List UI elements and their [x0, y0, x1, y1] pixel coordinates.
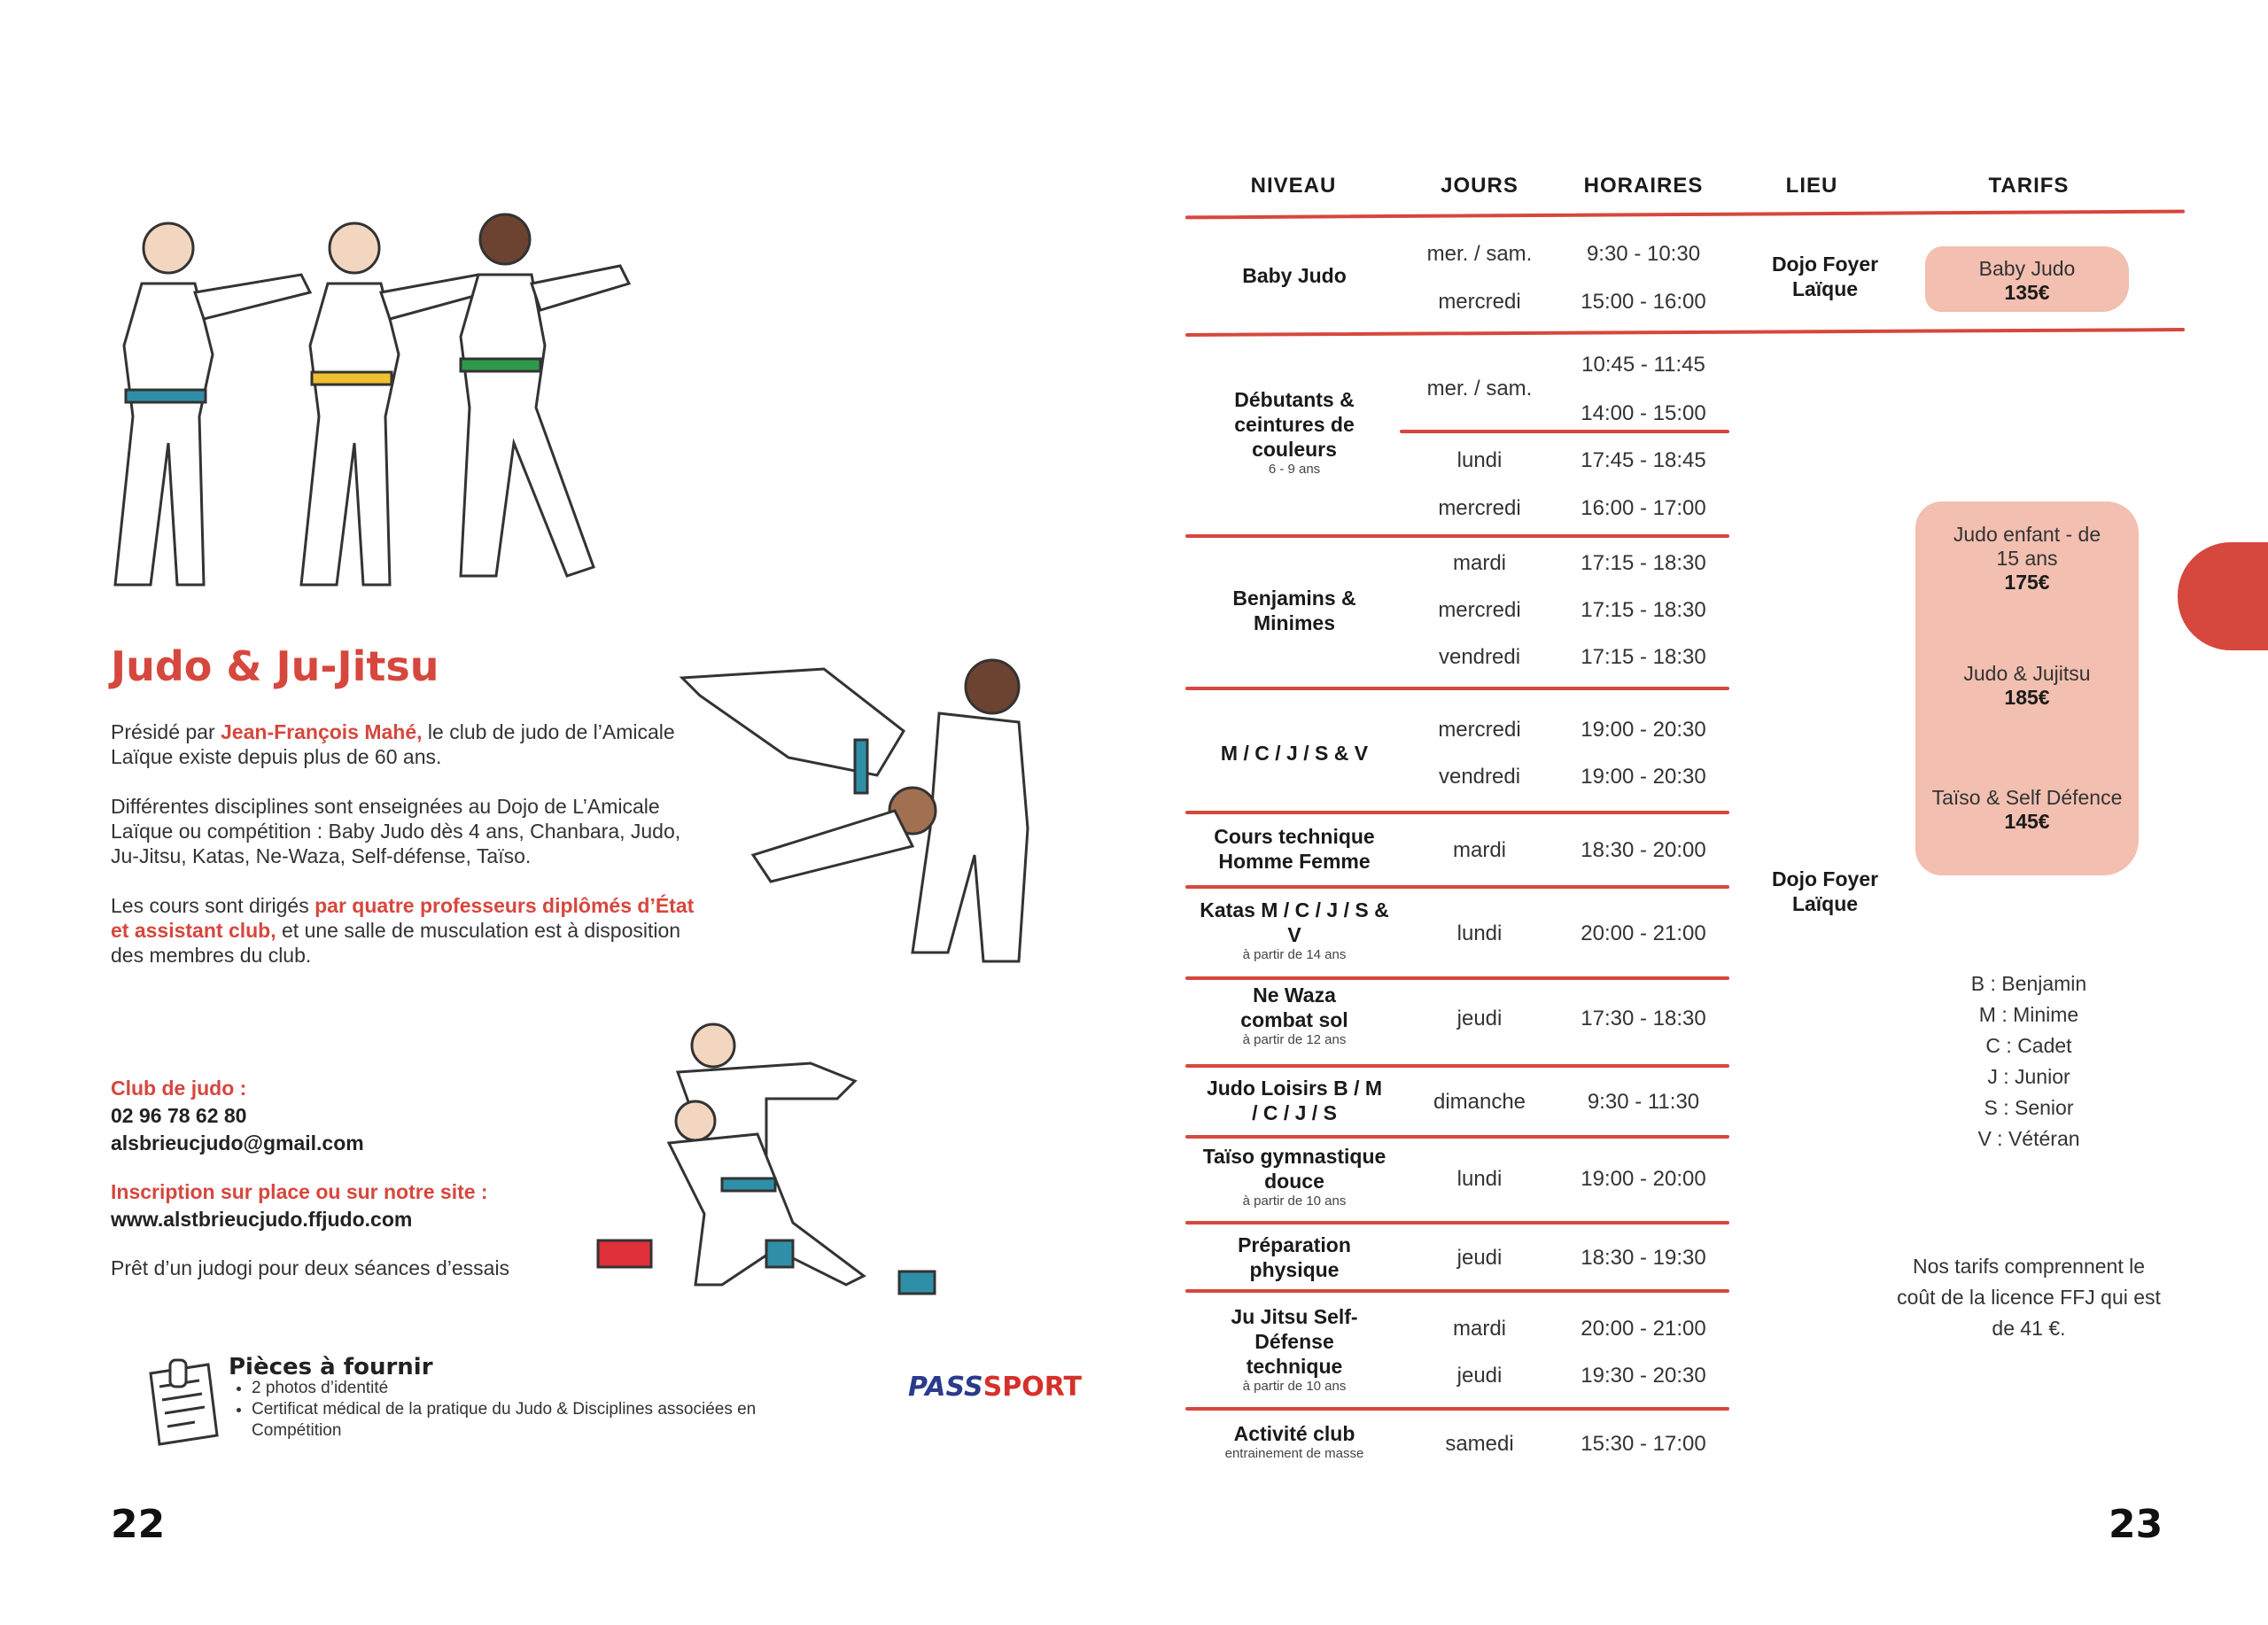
day-cell: mercredi [1438, 598, 1521, 622]
niveau-activite-club [1178, 1421, 1410, 1462]
day-cell: vendredi [1438, 765, 1521, 789]
legend-item: M : Minime [1978, 1003, 2079, 1026]
header-jours: JOURS [1441, 174, 1518, 198]
day-cell: mardi [1452, 1317, 1506, 1341]
legend-item: J : Junior [1987, 1065, 2070, 1088]
intro-p3-c: et une salle de musculation est à disposition des membres du club. [111, 919, 681, 967]
header-tarifs: TARIFS [1988, 174, 2070, 198]
legend-item: V : Vétéran [1977, 1127, 2080, 1150]
time-cell: 14:00 - 15:00 [1581, 401, 1706, 425]
club-website[interactable]: www.alstbrieucjudo.ffjudo.com [111, 1208, 413, 1231]
niveau-sub: 6 - 9 ans [1268, 462, 1321, 477]
tarif-label: Taïso & Self Défence [1931, 786, 2123, 809]
niveau-label: Activité club [1233, 1422, 1355, 1445]
tarif-price: 185€ [2004, 686, 2050, 709]
niveau-cours-technique [1178, 824, 1410, 874]
day-cell: mer. / sam. [1426, 242, 1533, 266]
place-label: Dojo Foyer Laïque [1771, 253, 1879, 300]
time-cell: 19:30 - 20:30 [1581, 1364, 1706, 1388]
niveau-label: Taïso gymnastique douce [1202, 1145, 1386, 1193]
place-label: Dojo Foyer Laïque [1771, 867, 1879, 915]
time-cell: 19:00 - 20:00 [1581, 1167, 1706, 1191]
niveau-benjamins [1178, 586, 1410, 635]
day-cell: lundi [1456, 1167, 1503, 1191]
inscription-label: Inscription sur place ou sur notre site : [111, 1180, 488, 1203]
niveau-ju-jitsu [1178, 1304, 1410, 1395]
niveau-mcjsv: M / C / J / S & V [1220, 742, 1369, 765]
pieces-list [229, 1378, 783, 1442]
club-label: Club de judo : [111, 1077, 247, 1100]
rule-row-8 [1185, 1135, 1729, 1139]
pass-sport-pass: PASS [908, 1372, 983, 1403]
day-cell: mercredi [1438, 718, 1521, 742]
niveau-label: Cours technique Homme Femme [1214, 825, 1375, 873]
time-cell: 17:30 - 18:30 [1581, 1007, 1706, 1030]
club-email[interactable]: alsbrieucjudo@gmail.com [111, 1131, 364, 1155]
legend-item: C : Cadet [1985, 1034, 2072, 1057]
time-cell: 15:00 - 16:00 [1581, 290, 1706, 314]
time-cell: 18:30 - 20:00 [1581, 838, 1706, 862]
rule-row-6 [1185, 976, 1729, 980]
time-cell: 16:00 - 17:00 [1581, 496, 1706, 520]
intro-p1-a: Présidé par [111, 720, 221, 743]
legend [1931, 972, 2126, 1158]
niveau-katas [1178, 898, 1410, 963]
niveau-sub: à partir de 10 ans [1242, 1379, 1347, 1394]
rule-row-4 [1185, 811, 1729, 814]
tarif-note: Nos tarifs comprennent le coût de la licence FFJ qui est de 41 €. [1897, 1255, 2161, 1340]
rule-row-1 [1185, 328, 2185, 337]
judo-grapple-illustration [589, 1019, 952, 1302]
rule-row-5 [1185, 885, 1729, 889]
tarif-label: Judo enfant - de 15 ans [1953, 523, 2101, 570]
contact-block [111, 1077, 509, 1280]
time-cell: 15:30 - 17:00 [1581, 1432, 1706, 1456]
time-cell: 17:15 - 18:30 [1581, 551, 1706, 575]
pieces-title: Pièces à fournir [229, 1354, 433, 1380]
time-cell: 9:30 - 11:30 [1587, 1090, 1700, 1114]
niveau-sub: à partir de 14 ans [1242, 947, 1347, 962]
page-tab-marker [2178, 542, 2268, 650]
rule-sub-debutants [1400, 430, 1729, 433]
intro-p3-a: Les cours sont dirigés [111, 894, 315, 917]
day-cell: mardi [1452, 551, 1506, 575]
page-number-right: 23 [2109, 1502, 2163, 1547]
niveau-label: Katas M / C / J / S & V [1200, 898, 1389, 946]
rule-row-9 [1185, 1221, 1729, 1225]
judoka-trio-illustration [97, 213, 647, 611]
time-cell: 10:45 - 11:45 [1581, 353, 1705, 377]
pass-sport-logo [908, 1372, 1082, 1403]
tarif-label: Baby Judo [1978, 257, 2076, 280]
time-cell: 19:00 - 20:30 [1581, 765, 1706, 789]
header-lieu: LIEU [1785, 174, 1838, 198]
rule-row-10 [1185, 1289, 1729, 1293]
niveau-label: Baby Judo [1242, 264, 1347, 287]
niveau-sub: à partir de 10 ans [1242, 1193, 1347, 1209]
legend-item: S : Senior [1984, 1096, 2074, 1119]
day-cell: samedi [1445, 1432, 1514, 1456]
header-niveau: NIVEAU [1250, 174, 1337, 198]
niveau-label: Benjamins & Minimes [1232, 587, 1356, 634]
niveau-judo-loisirs [1178, 1076, 1410, 1125]
day-cell: jeudi [1456, 1364, 1503, 1388]
niveau-label: Débutants & ceintures de couleurs [1234, 388, 1355, 461]
day-cell: vendredi [1438, 645, 1521, 669]
tarif-price: 145€ [2004, 810, 2050, 833]
intro-paragraph-2: Différentes disciplines sont enseignées au Dojo de L’Amicale Laïque ou compétition : Baby Judo dès 4 ans, Chanbara, Judo, Ju-Jitsu, Katas, Ne-Waza, Self-défense, Taïso. [111, 795, 681, 867]
rule-row-7 [1185, 1064, 1729, 1068]
day-cell: mercredi [1438, 290, 1521, 314]
legend-item: B : Benjamin [1970, 972, 2087, 995]
judo-throw-illustration [647, 634, 1090, 970]
day-cell: lundi [1456, 448, 1503, 472]
day-cell: mardi [1452, 838, 1506, 862]
pieces-item: • 2 photos d’identité [252, 1378, 783, 1399]
day-cell: jeudi [1456, 1007, 1503, 1030]
club-phone[interactable]: 02 96 78 62 80 [111, 1104, 247, 1127]
day-cell: lundi [1456, 921, 1503, 945]
tarif-box-main [1915, 501, 2139, 875]
time-cell: 19:00 - 20:30 [1581, 718, 1706, 742]
time-cell: 18:30 - 19:30 [1581, 1246, 1706, 1270]
niveau-sub: entrainement de masse [1224, 1446, 1364, 1461]
niveau-taiso [1178, 1144, 1410, 1209]
time-cell: 17:15 - 18:30 [1581, 645, 1706, 669]
time-cell: 20:00 - 21:00 [1581, 1317, 1706, 1341]
niveau-label: Ju Jitsu Self-Défense technique [1231, 1305, 1358, 1378]
intro-text [111, 719, 695, 968]
day-cell: jeudi [1456, 1246, 1503, 1270]
president-name: Jean-François Mahé, [221, 720, 423, 743]
rule-header [1185, 210, 2185, 220]
judogi-note: Prêt d’un judogi pour deux séances d’essais [111, 1256, 510, 1279]
niveau-label: Judo Loisirs B / M / C / J / S [1206, 1077, 1383, 1124]
rule-row-3 [1185, 687, 1729, 690]
niveau-label: Préparation physique [1238, 1233, 1351, 1281]
time-cell: 20:00 - 21:00 [1581, 921, 1706, 945]
niveau-label: Ne Waza combat sol [1240, 984, 1348, 1031]
intro-paragraph-1 [111, 719, 695, 769]
tarif-box-baby [1925, 246, 2129, 312]
niveau-baby-judo [1178, 263, 1410, 288]
day-cell: dimanche [1433, 1090, 1526, 1114]
tarif-price: 175€ [2004, 571, 2050, 594]
intro-paragraph-3 [111, 893, 695, 968]
day-cell: mer. / sam. [1426, 377, 1533, 400]
pass-sport-sport: SPORT [983, 1372, 1082, 1403]
rule-row-11 [1185, 1407, 1729, 1411]
header-horaires: HORAIRES [1583, 174, 1704, 198]
niveau-sub: à partir de 12 ans [1242, 1032, 1347, 1047]
place-dojo-1 [1736, 252, 1914, 301]
tarif-price: 135€ [2004, 281, 2050, 304]
day-cell: mercredi [1438, 496, 1521, 520]
rule-row-2 [1185, 534, 1729, 538]
place-dojo-2 [1736, 867, 1914, 916]
time-cell: 17:45 - 18:45 [1581, 448, 1706, 472]
page-number-left: 22 [111, 1502, 166, 1547]
intro-p3-highlight: par quatre professeurs diplômés d’État et assistant club, [111, 894, 695, 942]
section-title: Judo & Ju-Jitsu [111, 642, 439, 690]
pieces-item: • Certificat médical de la pratique du Judo & Disciplines associées en Compétition [252, 1399, 783, 1442]
niveau-ne-waza [1178, 983, 1410, 1048]
document-clip-icon [133, 1351, 230, 1449]
tarif-label: Judo & Jujitsu [1963, 662, 2091, 685]
time-cell: 17:15 - 18:30 [1581, 598, 1706, 622]
niveau-debutants [1178, 387, 1410, 478]
intro-p1-c: le club de judo de l’Amicale Laïque existe depuis plus de 60 ans. [111, 720, 675, 768]
time-cell: 9:30 - 10:30 [1586, 242, 1701, 266]
niveau-preparation [1178, 1232, 1410, 1282]
